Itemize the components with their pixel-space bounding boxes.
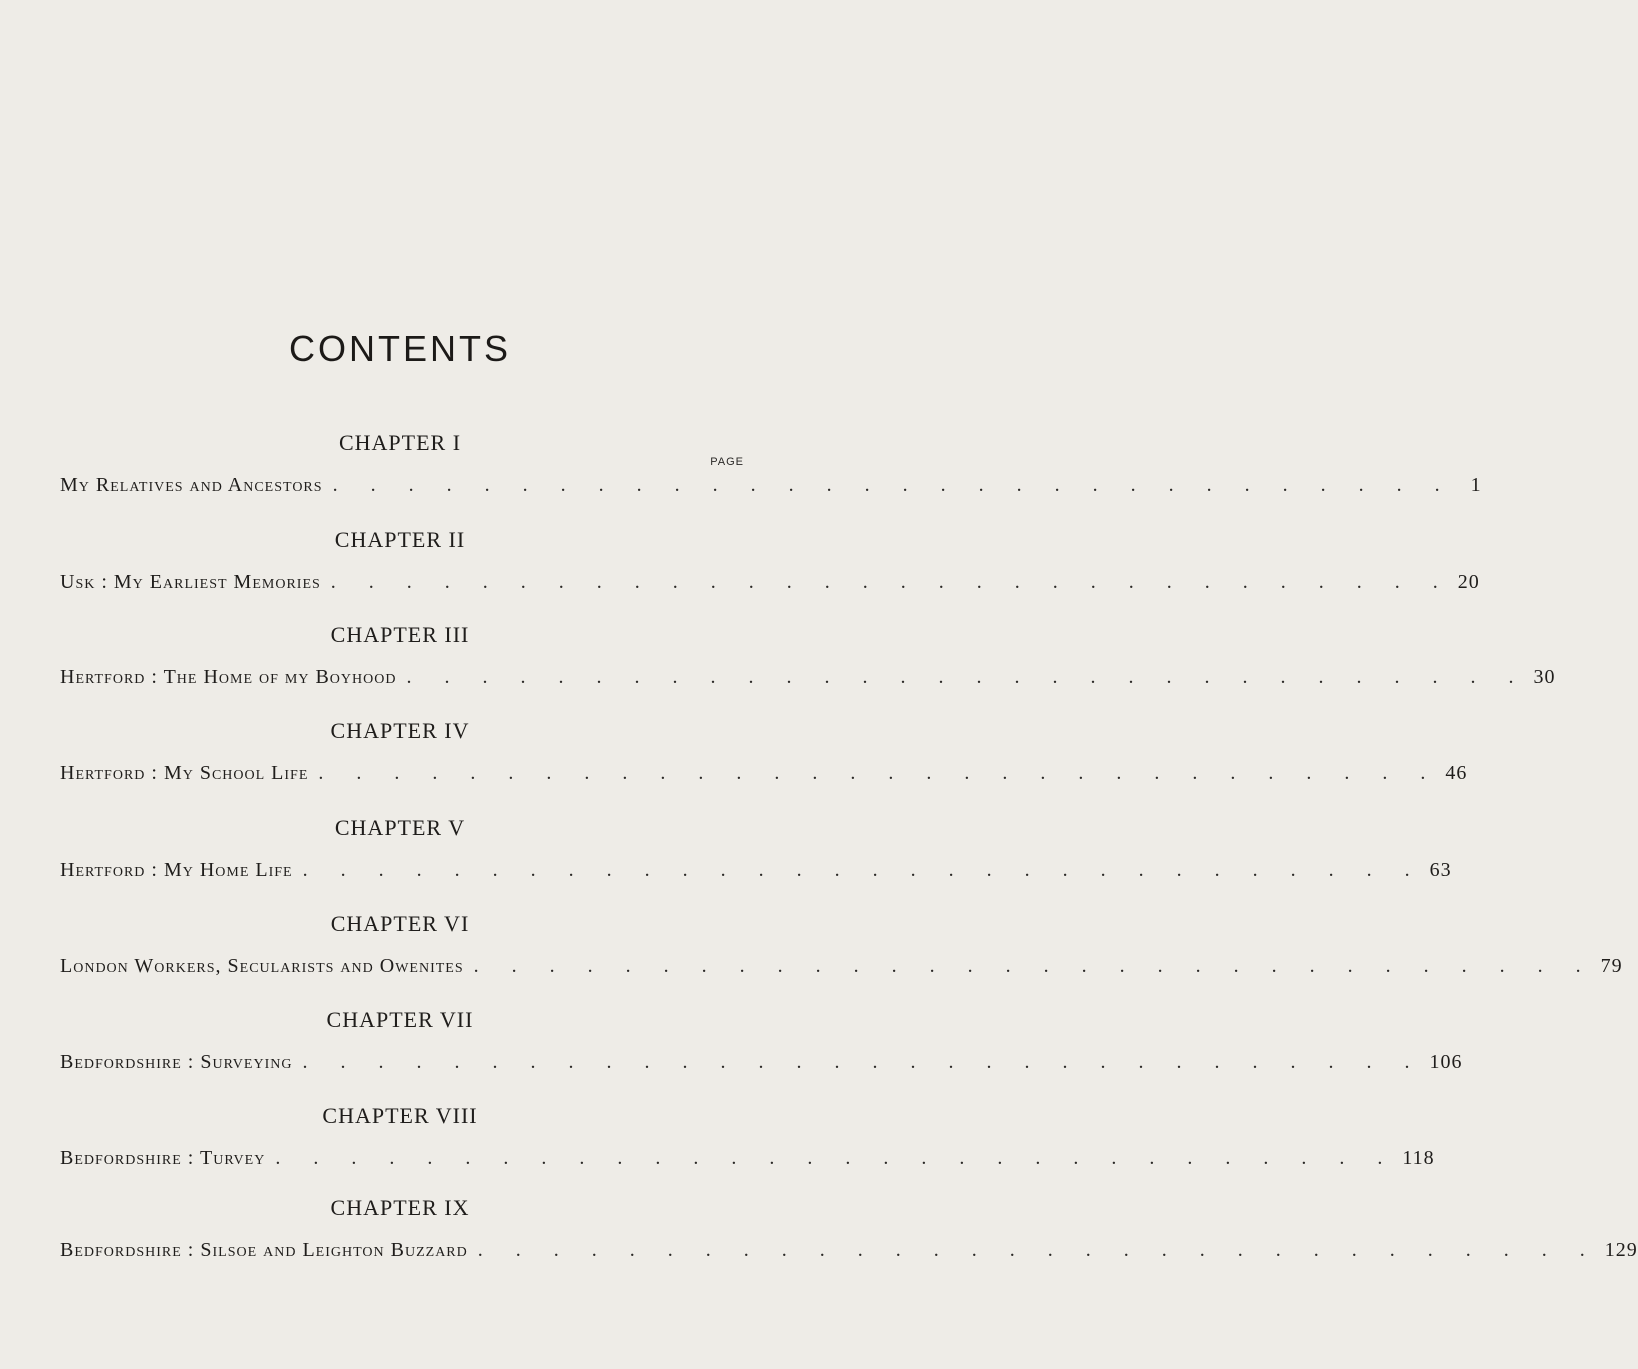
page-number: 106	[1429, 1051, 1463, 1073]
chapter-title: Hertford : My Home Life	[60, 859, 293, 881]
toc-line[interactable]	[60, 571, 1480, 599]
toc-line[interactable]	[60, 762, 1468, 790]
chapter-label: CHAPTER III	[330, 622, 470, 647]
chapter-label: CHAPTER IX	[330, 1195, 470, 1220]
chapter-label: CHAPTER VI	[330, 911, 470, 936]
dot-leader: . . . . . . . . . . . . . . . . . . . . . . . . . . . . . .	[275, 1147, 1397, 1169]
toc-entry	[0, 1195, 1638, 1275]
toc-line[interactable]	[60, 955, 1623, 983]
toc-line[interactable]	[60, 474, 1482, 502]
chapter-title: Bedfordshire : Turvey	[60, 1147, 266, 1169]
dot-leader: . . . . . . . . . . . . . . . . . . . . . . . . . . . . . .	[330, 571, 1452, 593]
toc-entry	[0, 527, 1480, 607]
toc-entry	[0, 622, 1556, 702]
page-number: 20	[1457, 571, 1480, 593]
dot-leader: . . . . . . . . . . . . . . . . . . . . . . . . . . . . . .	[302, 1051, 1424, 1073]
page-number: 30	[1533, 666, 1556, 688]
chapter-title: Hertford : The Home of my Boyhood	[60, 666, 397, 688]
toc-entry	[0, 911, 1623, 991]
toc-line[interactable]	[60, 1239, 1638, 1267]
chapter-label: CHAPTER IV	[330, 718, 470, 743]
toc-line[interactable]	[60, 1147, 1435, 1175]
chapter-label: CHAPTER VII	[326, 1007, 474, 1032]
page-column-label: PAGE	[710, 456, 744, 468]
chapter-title: Bedfordshire : Surveying	[60, 1051, 293, 1073]
toc-line[interactable]	[60, 1051, 1463, 1079]
dot-leader: . . . . . . . . . . . . . . . . . . . . . . . . . . . . . .	[302, 859, 1424, 881]
toc-entry	[0, 1007, 1463, 1087]
chapter-label: CHAPTER VIII	[322, 1103, 478, 1128]
toc-entry	[0, 815, 1452, 895]
chapter-title: London Workers, Secularists and Owenites	[60, 955, 464, 977]
toc-line[interactable]	[60, 859, 1452, 887]
chapter-title: Usk : My Earliest Memories	[60, 571, 321, 593]
chapter-label: CHAPTER I	[338, 430, 462, 455]
dot-leader: . . . . . . . . . . . . . . . . . . . . . . . . . . . . . .	[318, 762, 1440, 784]
page-number: 46	[1445, 762, 1468, 784]
chapter-label: CHAPTER II	[334, 527, 466, 552]
chapter-label: CHAPTER V	[334, 815, 466, 840]
page-number: 118	[1402, 1147, 1435, 1169]
dot-leader: . . . . . . . . . . . . . . . . . . . . . . . . . . . . . .	[473, 955, 1595, 977]
toc-entry	[0, 1103, 1435, 1183]
toc-line[interactable]	[60, 666, 1556, 694]
toc-entry	[0, 430, 1482, 510]
page-title: CONTENTS	[289, 328, 511, 369]
page-number: 63	[1429, 859, 1452, 881]
chapter-title: My Relatives and Ancestors	[60, 474, 323, 496]
dot-leader: . . . . . . . . . . . . . . . . . . . . . . . . . . . . . .	[477, 1239, 1599, 1261]
chapter-title: Hertford : My School Life	[60, 762, 309, 784]
dot-leader: . . . . . . . . . . . . . . . . . . . . . . . . . . . . . .	[406, 666, 1528, 688]
chapter-title: Bedfordshire : Silsoe and Leighton Buzzard	[60, 1239, 468, 1261]
page-number: 1	[1470, 474, 1482, 496]
dot-leader: . . . . . . . . . . . . . . . . . . . . . . . . . . . . . .	[332, 474, 1454, 496]
toc-entry	[0, 718, 1468, 798]
page-number: 129	[1604, 1239, 1638, 1261]
page-number: 79	[1600, 955, 1623, 977]
